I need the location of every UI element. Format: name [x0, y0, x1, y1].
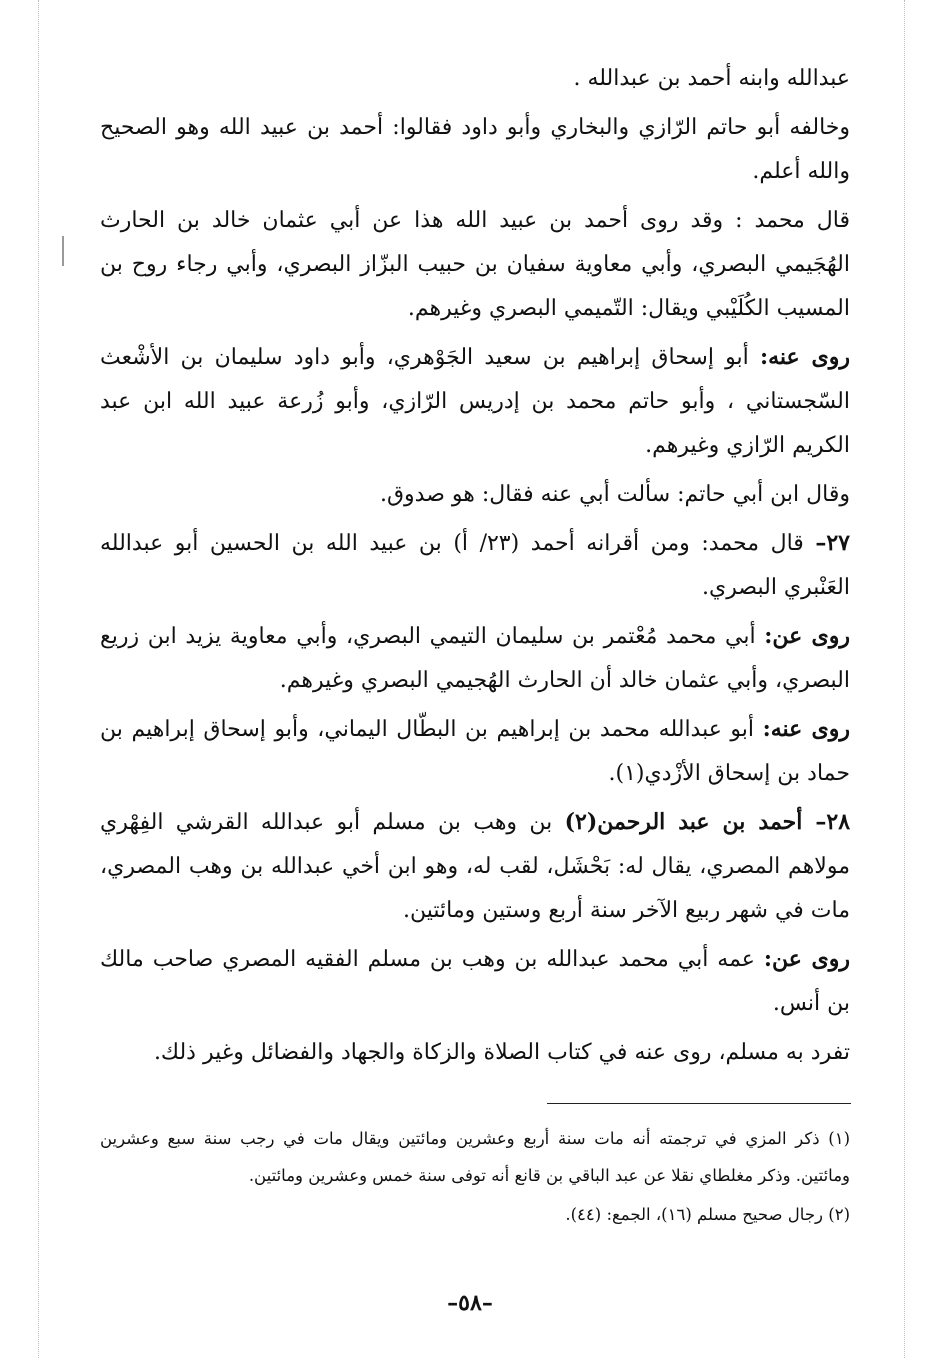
- paragraph: عبدالله وابنه أحمد بن عبدالله .: [573, 66, 850, 91]
- margin-mark: [62, 236, 64, 266]
- page-number: –٥٨–: [447, 1290, 493, 1316]
- footnote: (١) ذكر المزي في ترجمته أنه مات سنة أربع وعشرين ومائتين ويقال مات في رجب سنة سبع وعشرين ومائتين. وذكر مغلطاي نقلا عن عبد الباقي بن قانع أنه توفى سنة خمس وعشرين ومائتين.: [100, 1129, 850, 1185]
- scan-guide-line-left: [38, 0, 39, 1358]
- footnotes: [100, 1120, 850, 1233]
- paragraph: تفرد به مسلم، روى عنه في كتاب الصلاة والزكاة والجهاد والفضائل وغير ذلك.: [153, 1040, 850, 1065]
- scan-guide-line-right: [904, 0, 905, 1358]
- paragraph-lead: روى عن:: [764, 623, 850, 649]
- entry-number: ٢٧–: [815, 530, 850, 556]
- paragraph-lead: روى عنه:: [762, 716, 850, 742]
- main-text: [100, 56, 850, 1075]
- paragraph: وخالفه أبو حاتم الرّازي والبخاري وأبو داود فقالوا: أحمد بن عبيد الله وهو الصحيح والله أعلم.: [100, 115, 850, 184]
- paragraph: روى عنه: أبو عبدالله محمد بن إبراهيم بن البطّال اليماني، وأبو إسحاق إبراهيم بن حماد بن إسحاق الأزْدي(١).: [100, 716, 850, 786]
- paragraph: روى عن: عمه أبي محمد عبدالله بن وهب بن مسلم الفقيه المصري صاحب مالك بن أنس.: [100, 946, 850, 1016]
- paragraph-lead: روى عن:: [763, 946, 850, 972]
- paragraph: قال محمد : وقد روى أحمد بن عبيد الله هذا عن أبي عثمان خالد بن الحارث الهُجَيمي البصري، وأبي معاوية سفيان بن حبيب البزّاز البصري، وأبي رجاء روح بن المسيب الكُلَيْبي ويقال: التّميمي البصري وغيرهم.: [100, 208, 850, 321]
- paragraph-lead: روى عنه:: [759, 344, 850, 370]
- entry-28: ٢٨– أحمد بن عبد الرحمن(٢) بن وهب بن مسلم أبو عبدالله القرشي الفِهْري مولاهم المصري، يقال له: بَحْشَل، لقب له، وهو ابن أخي عبدالله بن وهب المصري، مات في شهر ربيع الآخر سنة أربع وستين ومائتين.: [100, 809, 851, 923]
- footnote: (٢) رجال صحيح مسلم (١٦)، الجمع: (٤٤).: [565, 1205, 850, 1224]
- entry-heading: ٢٨– أحمد بن عبد الرحمن(٢): [564, 809, 851, 835]
- entry-27: ٢٧– قال محمد: ومن أقرانه أحمد (٢٣/ أ) بن عبيد الله بن الحسين أبو عبدالله العَنْبري البصري.: [100, 530, 850, 600]
- paragraph: وقال ابن أبي حاتم: سألت أبي عنه فقال: هو صدوق.: [379, 482, 850, 507]
- paragraph: روى عن: أبي محمد مُعْتمر بن سليمان التيمي البصري، وأبي معاوية يزيد ابن زريع البصري، وأبي عثمان خالد أن الحارث الهُجيمي البصري وغيرهم.: [100, 623, 850, 693]
- footnote-divider: [547, 1103, 851, 1104]
- paragraph: روى عنه: أبو إسحاق إبراهيم بن سعيد الجَوْهري، وأبو داود سليمان بن الأشْعث السّجستاني ، وأبو حاتم محمد بن إدريس الرّازي، وأبو زُرعة عبيد الله ابن عبد الكريم الرّازي وغيرهم.: [100, 344, 850, 458]
